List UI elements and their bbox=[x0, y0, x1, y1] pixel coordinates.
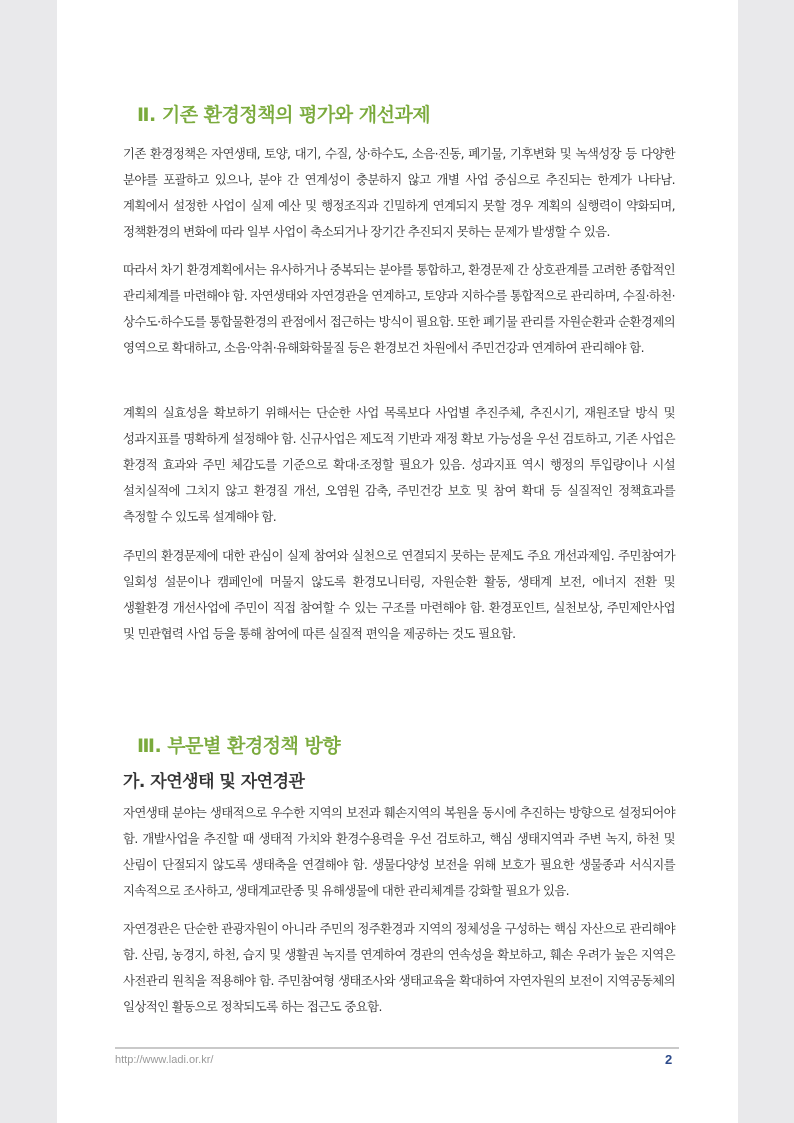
section-title-2: Ⅱ. 기존 환경정책의 평가와 개선과제 bbox=[137, 104, 431, 126]
section2-paragraph-4: 주민의 환경문제에 대한 관심이 실제 참여와 실천으로 연결되지 못하는 문제도 주요 개선과제임. 주민참여가 일회성 설문이나 캠페인에 머물지 않도록 환경모니터링, 자원순환 활동, 생태계 보전, 에너지 전환 및 생활환경 개선사업에 주민이 직접 참여할 수 있는 구조를 마련해야 함. 환경포인트, 실천보상, 주민제안사업 및 민관협력 사업 등을 통해 참여에 따른 실질적 편익을 제공하는 것도 필요함. bbox=[123, 548, 675, 641]
section2-paragraph-1: 기존 환경정책은 자연생태, 토양, 대기, 수질, 상·하수도, 소음·진동, 폐기물, 기후변화 및 녹색성장 등 다양한 분야를 포괄하고 있으나, 분야 간 연계성이 충분하지 않고 개별 사업 중심으로 추진되는 한계가 나타남. 계획에서 설정한 사업이 실제 예산 및 행정조직과 긴밀하게 연계되지 못할 경우 계획의 실행력이 약화되며, 정책환경의 변화에 따라 일부 사업이 축소되거나 장기간 추진되지 못하는 문제가 발생할 수 있음. bbox=[123, 146, 675, 239]
page-number: 2 bbox=[665, 1052, 673, 1067]
section2-paragraph-3: 계획의 실효성을 확보하기 위해서는 단순한 사업 목록보다 사업별 추진주체, 추진시기, 재원조달 방식 및 성과지표를 명확하게 설정해야 함. 신규사업은 제도적 기반과 재정 확보 가능성을 우선 검토하고, 기존 사업은 환경적 효과와 주민 체감도를 기준으로 확대·조정할 필요가 있음. 성과지표 역시 행정의 투입량이나 시설 설치실적에 그치지 않고 환경질 개선, 오염원 감축, 주민건강 보호 및 참여 확대 등 실질적인 정책효과를 측정할 수 있도록 설계해야 함. bbox=[123, 405, 675, 524]
section3-paragraph-1: 자연생태 분야는 생태적으로 우수한 지역의 보전과 훼손지역의 복원을 동시에 추진하는 방향으로 설정되어야 함. 개발사업을 추진할 때 생태적 가치와 환경수용력을 우선 검토하고, 핵심 생태지역과 주변 녹지, 하천 및 산림이 단절되지 않도록 생태축을 연결해야 함. 생물다양성 보전을 위해 보호가 필요한 생물종과 서식지를 지속적으로 조사하고, 생태계교란종 및 유해생물에 대한 관리체계를 강화할 필요가 있음. bbox=[123, 805, 675, 898]
footer-url-link[interactable]: http://www.ladi.or.kr/ bbox=[115, 1054, 214, 1066]
section-title-3: Ⅲ. 부문별 환경정책 방향 bbox=[137, 735, 341, 757]
document-page bbox=[57, 0, 738, 1123]
footer-divider bbox=[115, 1047, 679, 1049]
subsection-title: 가. 자연생태 및 자연경관 bbox=[123, 772, 305, 792]
section3-paragraph-2: 자연경관은 단순한 관광자원이 아니라 주민의 정주환경과 지역의 정체성을 구성하는 핵심 자산으로 관리해야 함. 산림, 농경지, 하천, 습지 및 생활권 녹지를 연계하여 경관의 연속성을 확보하고, 훼손 우려가 높은 지역은 사전관리 원칙을 적용해야 함. 주민참여형 생태조사와 생태교육을 확대하여 자연자원의 보전이 지역공동체의 일상적인 활동으로 정착되도록 하는 접근도 중요함. bbox=[123, 921, 675, 1014]
section2-paragraph-2: 따라서 차기 환경계획에서는 유사하거나 중복되는 분야를 통합하고, 환경문제 간 상호관계를 고려한 종합적인 관리체계를 마련해야 함. 자연생태와 자연경관을 연계하고, 토양과 지하수를 통합적으로 관리하며, 수질·하천·상수도·하수도를 통합물환경의 관점에서 접근하는 방식이 필요함. 또한 폐기물 관리를 자원순환과 순환경제의 영역으로 확대하고, 소음·악취·유해화학물질 등은 환경보건 차원에서 주민건강과 연계하여 관리해야 함. bbox=[123, 262, 675, 355]
